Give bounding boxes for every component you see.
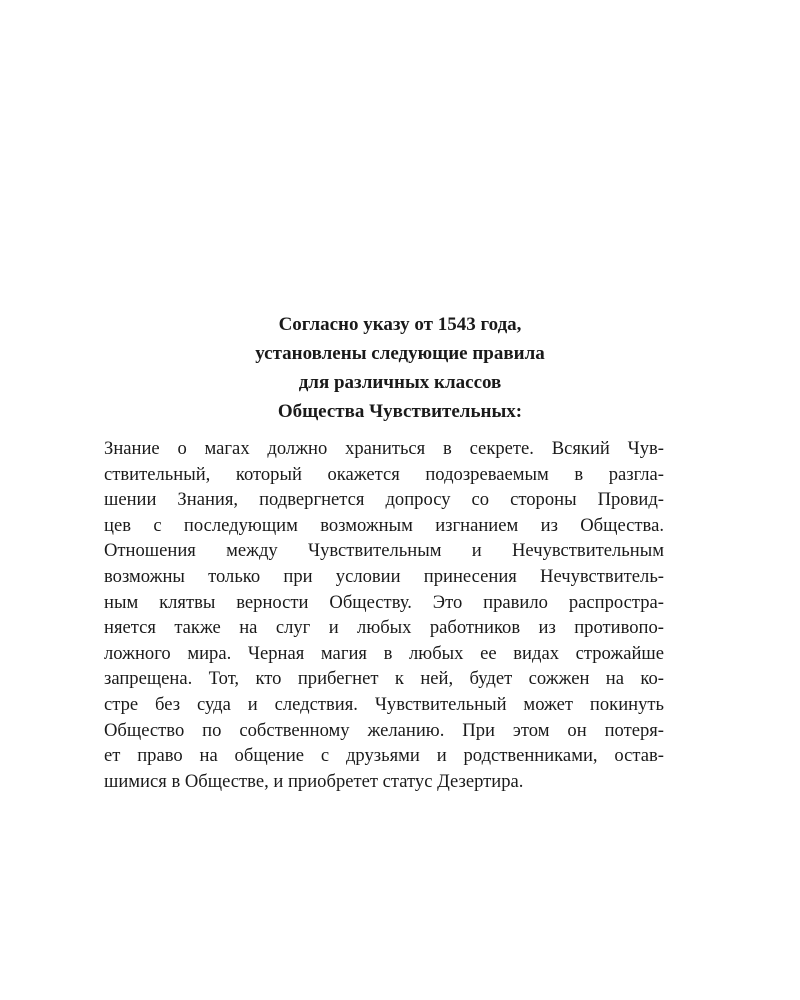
body-line: ет право на общение с друзьями и родственниками, остав- bbox=[104, 745, 664, 767]
body-line: ным клятвы верности Обществу. Это правило распростра- bbox=[104, 591, 664, 613]
decree-heading bbox=[100, 310, 700, 426]
body-line: шимися в Обществе, и приобретет статус Дезертира. bbox=[104, 770, 524, 792]
body-line: Отношения между Чувствительным и Нечувствительным bbox=[104, 540, 664, 562]
body-line: Общество по собственному желанию. При этом он потеря- bbox=[104, 719, 664, 741]
body-line: запрещена. Тот, кто прибегнет к ней, будет сожжен на ко- bbox=[104, 668, 664, 690]
body-line: ствительный, который окажется подозреваемым в разгла- bbox=[104, 463, 664, 485]
body-line: няется также на слуг и любых работников из противопо- bbox=[104, 617, 664, 639]
heading-line: для различных классов bbox=[298, 372, 502, 393]
body-line: шении Знания, подвергнется допросу со стороны Провид- bbox=[104, 489, 664, 511]
body-line: стре без суда и следствия. Чувствительный может покинуть bbox=[104, 693, 664, 715]
body-line: возможны только при условии принесения Нечувствитель- bbox=[104, 565, 664, 587]
body-line: цев с последующим возможным изгнанием из Общества. bbox=[104, 514, 664, 536]
heading-line: Общества Чувствительных: bbox=[277, 401, 523, 422]
body-line: Знание о магах должно храниться в секрете. Всякий Чув- bbox=[104, 438, 664, 459]
heading-line: установлены следующие правила bbox=[255, 343, 545, 364]
decree-body bbox=[104, 436, 664, 794]
body-line: ложного мира. Черная магия в любых ее видах строжайше bbox=[104, 642, 664, 664]
heading-line: Согласно указу от 1543 года, bbox=[278, 314, 522, 335]
